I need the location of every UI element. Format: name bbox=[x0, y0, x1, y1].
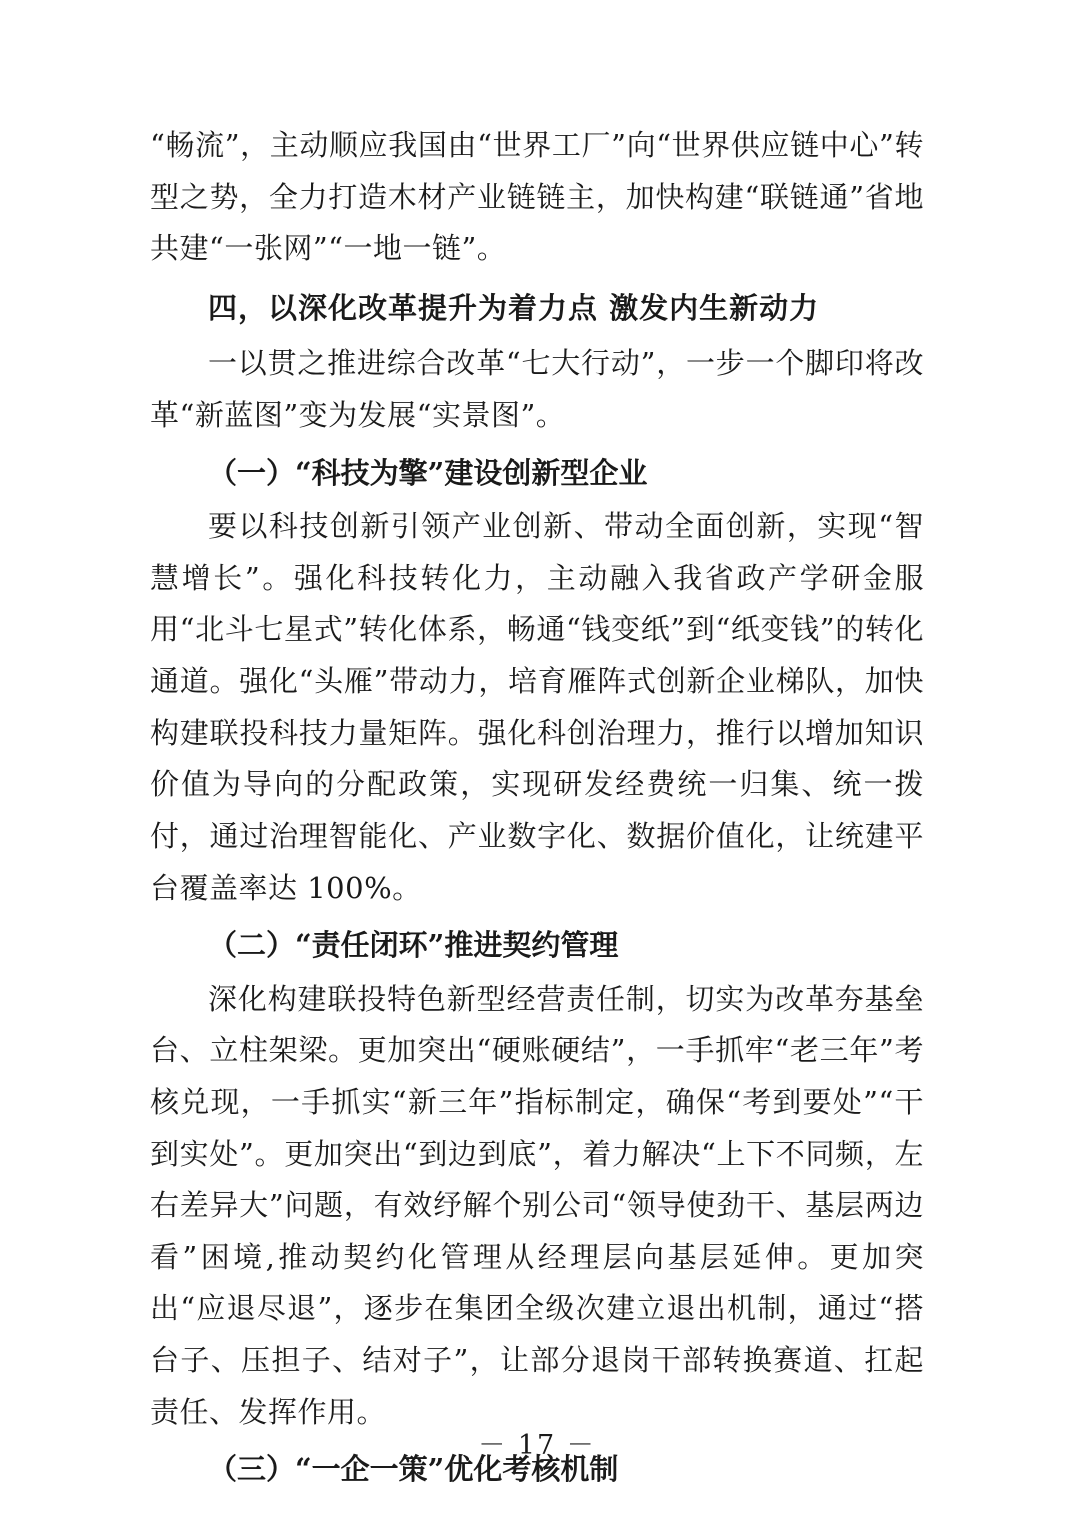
page-number: － 17 － bbox=[478, 1430, 596, 1461]
subsection-heading-three: （三）“一企一策”优化考核机制 bbox=[208, 1452, 619, 1487]
paragraph-contract-management: 深化构建联投特色新型经营责任制，切实为改革夯基垒台、立柱架梁。更加突出“硬账硬结”，一手抓牢“老三年”考核兑现，一手抓实“新三年”指标制定，确保“考到要处”“干到实处”。更加突出“到边到底”，着力解决“上下不同频，左右差异大”问题，有效纾解个别公司“领导使劲干、基层两边看”困境,推动契约化管理从经理层向基层延伸。更加突出“应退尽退”，逐步在集团全级次建立退出机制，通过“搭台子、压担子、结对子”，让部分退岗干部转换赛道、扛起责任、发挥作用。 bbox=[150, 981, 924, 1429]
section-heading-four: 四，以深化改革提升为着力点 激发内生新动力 bbox=[208, 290, 820, 325]
paragraph-technology-innovation: 要以科技创新引领产业创新、带动全面创新，实现“智慧增长”。强化科技转化力，主动融入我省政产学研金服用“北斗七星式”转化体系，畅通“钱变纸”到“纸变钱”的转化通道。强化“头雁”带动力，培育雁阵式创新企业梯队，加快构建联投科技力量矩阵。强化科创治理力，推行以增加知识价值为导向的分配政策，实现研发经费统一归集、统一拨付，通过治理智能化、产业数字化、数据价值化，让统建平台覆盖率达 100%。 bbox=[150, 509, 924, 905]
paragraph-reform-intro: 一以贯之推进综合改革“七大行动”，一步一个脚印将改革“新蓝图”变为发展“实景图”。 bbox=[150, 346, 924, 433]
paragraph-continuation: “畅流”，主动顺应我国由“世界工厂”向“世界供应链中心”转型之势，全力打造木材产业链链主，加快构建“联链通”省地共建“一张网”“一地一链”。 bbox=[150, 128, 924, 266]
subsection-heading-one: （一）“科技为擎”建设创新型企业 bbox=[208, 455, 648, 490]
subsection-heading-two: （二）“责任闭环”推进契约管理 bbox=[208, 928, 619, 963]
